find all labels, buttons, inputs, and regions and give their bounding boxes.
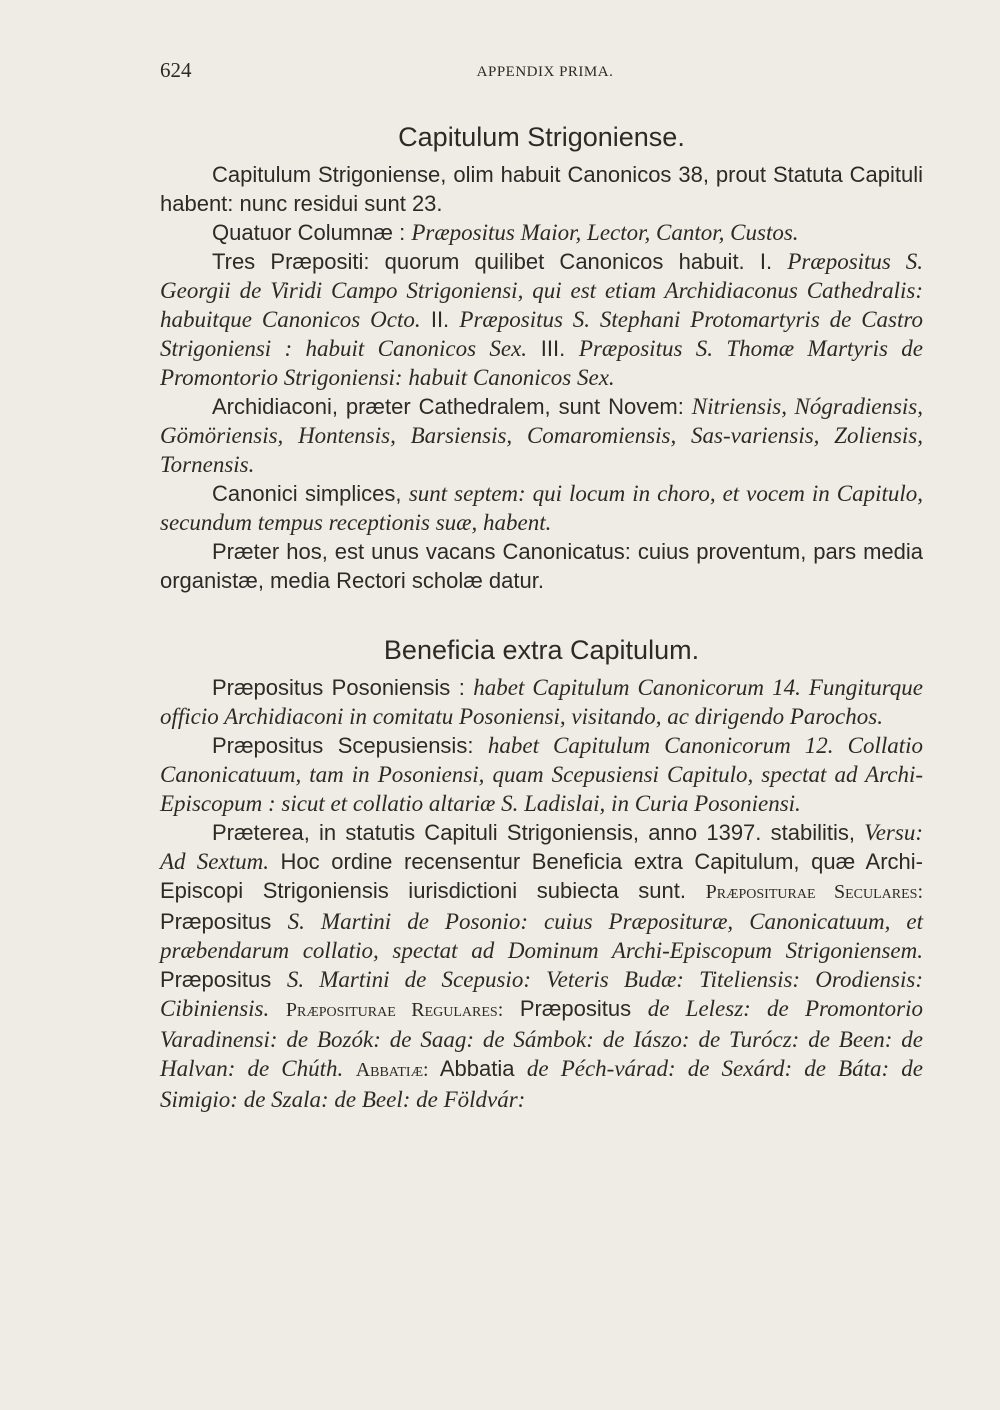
text-run: Præpositus xyxy=(160,909,288,934)
text-run: Abbatia xyxy=(428,1056,527,1081)
text-run: Præpositus xyxy=(503,996,648,1021)
section-heading-capitulum: Capitulum Strigoniense. xyxy=(398,122,685,152)
italic-run: Versu: Ad Sextum. xyxy=(160,820,923,874)
italic-run: Præpositus S. Georgii de Viridi Campo Strigoniensi, qui est etiam Archidiaconus Cathedralis: habuitque Canonicos Octo. xyxy=(160,249,923,332)
italic-run: Præpositus Maior, Lector, Cantor, Custos. xyxy=(411,220,799,245)
italic-run: S. Martini de Scepusio: Veteris Budæ: Titeliensis: Orodiensis: Cibiniensis. xyxy=(160,967,923,1021)
paragraph-archidiaconi xyxy=(160,392,923,479)
text-run xyxy=(343,1056,355,1081)
page-number: 624 xyxy=(160,58,192,82)
section-heading-beneficia: Beneficia extra Capitulum. xyxy=(383,635,700,665)
text-run: Præpositus Scepusiensis: xyxy=(212,733,488,758)
italic-run: habet Capitulum Canonicorum 14. Fungiturque officio Archidiaconi in comitatu Posoniensi, visitando, ac dirigendo Parochos. xyxy=(160,675,924,729)
text-run: Archidiaconi, præter Cathedralem, sunt Novem: xyxy=(212,394,692,419)
italic-run: Nitriensis, Nógradiensis, Gömöriensis, Hontensis, Barsiensis, Comaromiensis, Sas-variensis, Zoliensis, Tornensis. xyxy=(160,394,923,477)
page-body xyxy=(160,114,923,1114)
running-title: APPENDIX PRIMA. xyxy=(476,64,614,80)
paragraph-canonici-count: Capitulum Strigoniense, olim habuit Canonicos 38, prout Statuta Capituli habent: nunc residui sunt 23. xyxy=(160,162,923,216)
italic-run: de Péch-várad: de Sexárd: de Báta: de Simigio: de Szala: de Beel: de Földvár: xyxy=(160,1056,923,1112)
text-run: Præpositus xyxy=(160,967,287,992)
running-head xyxy=(160,58,930,88)
paragraph-vacans: Præter hos, est unus vacans Canonicatus: cuius proventum, pars media organistæ, media Rectori scholæ datur. xyxy=(160,539,923,593)
text-run: II. xyxy=(420,307,460,332)
text-run: Hoc ordine recensentur Beneficia extra Capitulum, quæ Archi-Episcopi Strigoniensis iurisdictioni subiecta sunt. xyxy=(160,849,923,903)
text-run: Canonici simplices, xyxy=(212,481,409,506)
text-run: Quatuor Columnæ : xyxy=(212,220,412,245)
text-run: Præpositus Posoniensis : xyxy=(212,675,474,700)
smallcaps-run: Abbatiæ: xyxy=(355,1059,429,1081)
text-run: Præterea, in statutis Capituli Strigoniensis, anno 1397. stabilitis, xyxy=(212,820,865,845)
text-run: Tres Præpositi: quorum quilibet Canonicos habuit. I. xyxy=(212,249,788,274)
italic-run: sunt septem: qui locum in choro, et vocem in Capitulo, secundum tempus receptionis suæ, habent. xyxy=(160,481,924,535)
smallcaps-run: Præpositurae Seculares: xyxy=(705,881,924,903)
italic-run: habet Capitulum Canonicorum 12. Collatio Canonicatuum, tam in Posoniensi, quam Scepusiensi Capitulo, spectat ad Archi-Episcopum : sicut et collatio altariæ S. Ladislai, in Curia Posoniensi. xyxy=(160,733,924,816)
paragraph-columnae xyxy=(160,218,923,247)
paragraph-praepositi xyxy=(160,247,923,392)
paragraph-beneficia-list xyxy=(160,818,923,1114)
italic-run: de Lelesz: de Promontorio Varadinensi: de Bozók: de Saag: de Sámbok: de Iászo: de Turócz: de Been: de Halvan: de Chúth. xyxy=(160,996,923,1081)
italic-run: S. Martini de Posonio: cuius Præposituræ, Canonicatuum, et præbendarum collatio, spectat ad Dominum Archi-Episcopum Strigoniensem. xyxy=(160,909,923,963)
italic-run: Præpositus S. Thomæ Martyris de Promontorio Strigoniensi: habuit Canonicos Sex. xyxy=(160,336,923,390)
paragraph-scepusiensis xyxy=(160,731,923,818)
smallcaps-run: Præpositurae Regulares: xyxy=(285,999,504,1021)
text-run: III. xyxy=(527,336,579,361)
text-run xyxy=(269,996,286,1021)
paragraph-canonici-simplices xyxy=(160,479,923,537)
paragraph-posoniensis xyxy=(160,673,923,731)
italic-run: Præpositus S. Stephani Protomartyris de Castro Strigoniensi : habuit Canonicos Sex. xyxy=(160,307,923,361)
